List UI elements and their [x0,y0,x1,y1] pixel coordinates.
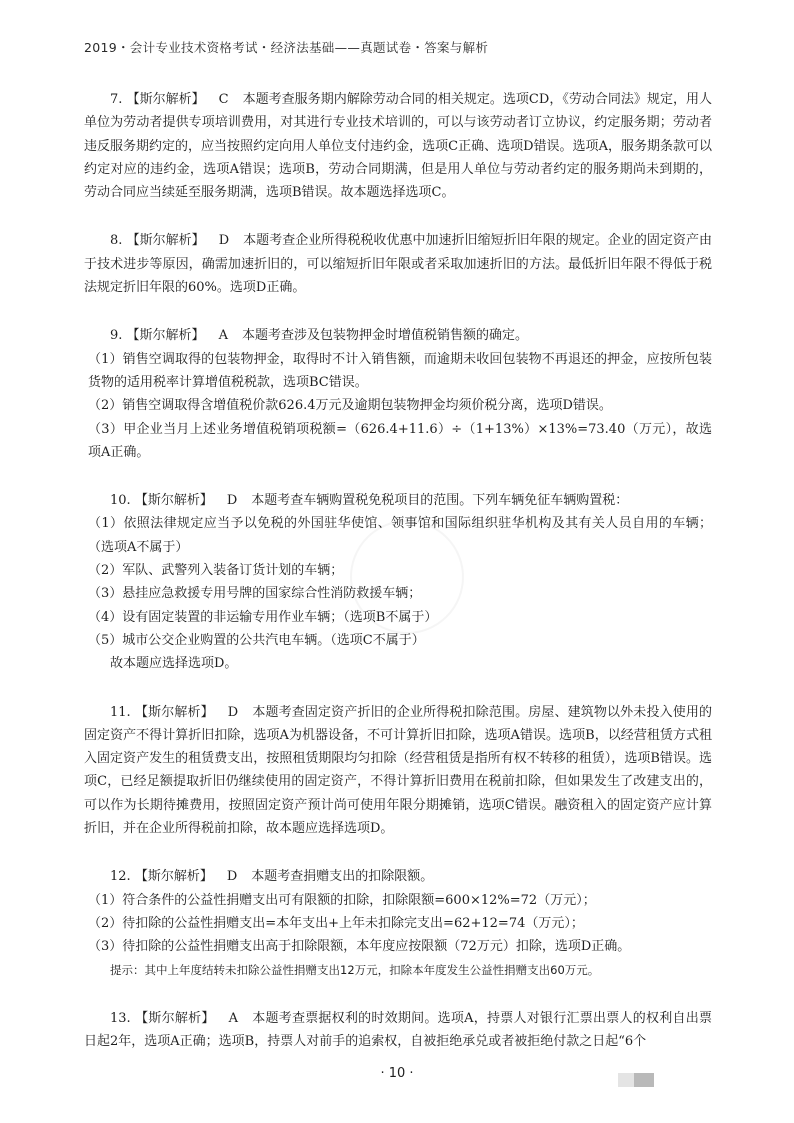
answer-letter: C [218,92,229,107]
question-number: 11. [110,704,131,720]
explanation-first-paragraph [84,489,712,512]
question-number: 8. [110,233,123,249]
question-number: 10. [110,493,131,509]
explanation-paragraph [84,889,712,912]
question-number: 9. [110,328,123,344]
explanation-text: 本题考查车辆购置税免税项目的范围。下列车辆免征车辆购置税： [251,493,629,509]
explanation-text: 本题考查固定资产折旧的企业所得税扣除范围。房屋、建筑物以外未投入使用的固定资产不得计算折旧扣除，选项A为机器设备，不可计算折旧扣除，选项A错误。选项B，以经营租赁方式租入固定资产发生的租赁费支出，按照租赁期限均匀扣除（经营租赁是指所有权不转移的租赁），选项B错误。选项C，已经足额提取折旧仍继续使用的固定资产，不得计算折旧费用在税前扣除，但如果发生了改建支出的，可以作为长期待摊费用，按照固定资产预计尚可使用年限分期摊销，选项C错误。融资租入的固定资产应计算折旧，并在企业所得税前扣除，故本题应选择选项D。 [84,704,712,837]
explanation-paragraph [84,394,712,417]
question-number: 12. [110,869,131,885]
analysis-tag: 【斯尔解析】 [126,328,205,344]
explanation-text: （3）待扣除的公益性捐赠支出高于扣除限额，本年度应按限额（72万元）扣除，选项D正确。 [88,939,631,955]
answer-letter: A [228,1010,238,1026]
analysis-tag: 【斯尔解析】 [135,1010,215,1026]
answer-letter: D [226,493,238,509]
explanation-paragraph [84,935,712,958]
explanation-first-paragraph [84,324,712,347]
explanation-text: （3）悬挂应急救援专用号牌的国家综合性消防救援车辆； [88,586,422,602]
question-7-explanation [84,88,712,204]
explanation-paragraph [84,348,712,395]
analysis-tag: 【斯尔解析】 [126,233,205,249]
explanation-paragraph [84,512,712,559]
question-8-explanation [84,229,712,299]
explanation-paragraph [84,559,712,582]
explanation-text: （1）销售空调取得的包装物押金，取得时不计入销售额，而逾期未收回包装物不再退还的押金，应按所包装货物的适用税率计算增值税税款，选项BC错误。 [88,351,712,390]
answer-letter: D [227,704,239,720]
explanation-text: 本题考查票据权利的时效期间。选项A，持票人对银行汇票出票人的权利自出票日起2年，选项A正确；选项B，持票人对前手的追索权，自被拒绝承兑或者被拒绝付款之日起“6个 [84,1010,712,1050]
explanation-paragraph [84,652,712,675]
explanation-first-paragraph [84,865,712,888]
question-11-explanation [84,701,712,841]
analysis-tag: 【斯尔解析】 [126,92,205,107]
explanation-first-paragraph [84,701,712,841]
explanation-text: 本题考查捐赠支出的扣除限额。 [251,869,434,885]
explanation-paragraph [84,582,712,605]
hint-note: 提示：其中上年度结转未扣除公益性捐赠支出12万元，扣除本年度发生公益性捐赠支出60万元。 [110,962,600,977]
explanation-paragraph [84,418,712,465]
explanation-text: （2）军队、武警列入装备订货计划的车辆； [88,563,344,579]
answer-content [84,88,712,1078]
explanation-paragraph [84,629,712,652]
analysis-tag: 【斯尔解析】 [134,869,213,885]
question-number: 13. [110,1010,131,1026]
explanation-first-paragraph [84,88,712,204]
explanation-paragraph [84,606,712,629]
running-header: 2019・会计专业技术资格考试・经济法基础——真题试卷・答案与解析 [84,40,489,55]
explanation-text: 本题考查服务期内解除劳动合同的相关规定。选项CD，《劳动合同法》规定，用人单位为劳动者提供专项培训费用，对其进行专业技术培训的，可以与该劳动者订立协议，约定服务期；劳动者违反服务期约定的，应当按照约定向用人单位支付违约金，选项C正确、选项D错误。选项A，服务期条款可以约定对应的违约金，选项A错误；选项B，劳动合同期满，但是用人单位与劳动者约定的服务期尚未到期的，劳动合同应当续延至服务期满，选项B错误。故本题选择选项C。 [84,92,712,201]
explanation-text: 故本题应选择选项D。 [110,656,238,672]
page-number: · 10 · [380,1066,414,1081]
publisher-logo-icon [618,1073,654,1087]
question-10-explanation [84,489,712,675]
analysis-tag: 【斯尔解析】 [134,493,213,509]
question-13-explanation [84,1007,712,1054]
explanation-text: 本题考查涉及包装物押金时增值税销售额的确定。 [241,328,528,344]
explanation-text: （2）待扣除的公益性捐赠支出=本年支出+上年未扣除完支出=62+12=74（万元）； [88,915,584,931]
explanation-text: （3）甲企业当月上述业务增值税销项税额=（626.4+11.6）÷（1+13%）×13%=73.40（万元），故选项A正确。 [88,421,712,460]
explanation-paragraph [84,912,712,935]
answer-letter: A [218,328,228,344]
explanation-text: 本题考查企业所得税税收优惠中加速折旧缩短折旧年限的规定。企业的固定资产由于技术进步等原因，确需加速折旧的，可以缩短折旧年限或者采取加速折旧的方法。最低折旧年限不得低于税法规定折旧年限的60%。选项D正确。 [84,233,712,296]
explanation-text: （5）城市公交企业购置的公共汽电车辆。（选项C不属于） [88,632,425,648]
answer-letter: D [226,869,238,885]
question-number: 7. [110,92,123,107]
explanation-first-paragraph [84,229,712,299]
explanation-text: （2）销售空调取得含增值税价款626.4万元及逾期包装物押金均须价税分离，选项D错误。 [88,398,612,414]
analysis-tag: 【斯尔解析】 [134,704,214,720]
explanation-text: （4）设有固定装置的非运输专用作业车辆；（选项B不属于） [88,609,438,625]
explanation-text: （1）符合条件的公益性捐赠支出可有限额的扣除，扣除限额=600×12%=72（万元）； [88,892,596,908]
answer-letter: D [218,233,230,249]
explanation-first-paragraph [84,1007,712,1054]
question-9-explanation [84,324,712,464]
explanation-text: （1）依照法律规定应当予以免税的外国驻华使馆、领事馆和国际组织驻华机构及其有关人员自用的车辆；（选项A不属于） [88,516,712,555]
question-12-explanation [84,865,712,981]
